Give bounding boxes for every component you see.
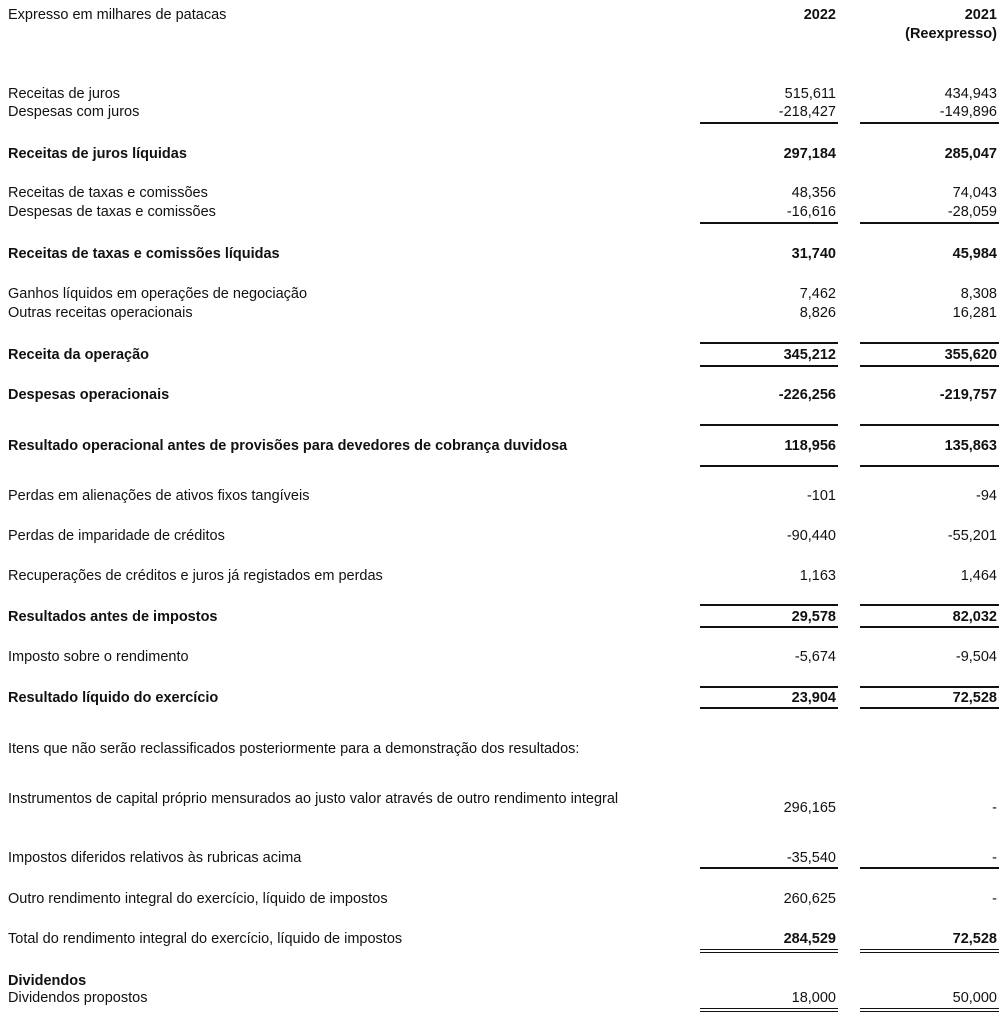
value-2022: -90,440	[786, 528, 836, 544]
section-note: Itens que não serão reclassificados posteriormente para a demonstração dos resultados:	[8, 741, 580, 757]
value-2021: -94	[976, 488, 997, 504]
double-underline	[700, 949, 838, 953]
total-rule-top	[700, 686, 838, 688]
value-2021: 16,281	[952, 305, 997, 321]
row-label: Receitas de taxas e comissões	[8, 185, 208, 201]
total-rule-top	[700, 342, 838, 344]
total-rule-bottom	[860, 626, 999, 628]
column-header-2021-note: (Reexpresso)	[905, 26, 997, 42]
row-label: Imposto sobre o rendimento	[8, 649, 189, 665]
value-2022: 345,212	[783, 347, 836, 363]
value-2021: -	[992, 850, 997, 866]
subtotal-rule	[860, 122, 999, 124]
value-2022: 23,904	[791, 690, 836, 706]
row-label: Resultado operacional antes de provisões para devedores de cobrança duvidosa	[8, 438, 568, 454]
value-2021: 135,863	[944, 438, 997, 454]
row-label: Receita da operação	[8, 347, 150, 363]
value-2022: -101	[806, 488, 836, 504]
double-underline	[700, 1008, 838, 1012]
value-2022: -218,427	[778, 104, 836, 120]
row-label: Recuperações de créditos e juros já registados em perdas	[8, 568, 383, 584]
total-rule-bottom	[700, 465, 838, 467]
value-2021: 72,528	[952, 931, 997, 947]
value-2022: 18,000	[791, 990, 836, 1006]
row-label: Receitas de taxas e comissões líquidas	[8, 246, 280, 262]
row-label: Despesas operacionais	[8, 387, 170, 403]
row-label: Outras receitas operacionais	[8, 305, 193, 321]
value-2021: -28,059	[947, 204, 997, 220]
total-rule-top	[860, 342, 999, 344]
value-2021: -55,201	[947, 528, 997, 544]
total-rule-bottom	[700, 365, 838, 367]
value-2022: 31,740	[791, 246, 836, 262]
value-2021: 82,032	[952, 609, 997, 625]
value-2021: -149,896	[939, 104, 997, 120]
section-heading: Dividendos	[8, 973, 87, 989]
total-rule-top	[700, 424, 838, 426]
value-2022: 260,625	[783, 891, 836, 907]
value-2021: 1,464	[960, 568, 997, 584]
value-2021: -	[992, 891, 997, 907]
row-label: Receitas de juros líquidas	[8, 146, 187, 162]
total-rule-top	[860, 424, 999, 426]
value-2022: 297,184	[783, 146, 836, 162]
row-label: Ganhos líquidos em operações de negociação	[8, 286, 308, 302]
subtotal-rule	[700, 867, 838, 869]
value-2022: -35,540	[786, 850, 836, 866]
row-label: Instrumentos de capital próprio mensurados ao justo valor através de outro rendimento integral	[8, 791, 619, 807]
total-rule-bottom	[860, 365, 999, 367]
total-rule-bottom	[860, 465, 999, 467]
double-underline	[860, 1008, 999, 1012]
value-2022: 7,462	[799, 286, 836, 302]
units-label: Expresso em milhares de patacas	[8, 7, 227, 23]
value-2022: 284,529	[783, 931, 836, 947]
value-2022: 48,356	[791, 185, 836, 201]
double-underline	[860, 949, 999, 953]
value-2021: -9,504	[955, 649, 997, 665]
total-rule-top	[860, 604, 999, 606]
value-2022: -16,616	[786, 204, 836, 220]
row-label: Despesas com juros	[8, 104, 140, 120]
value-2022: 8,826	[799, 305, 836, 321]
value-2022: 515,611	[784, 86, 836, 102]
value-2021: 285,047	[944, 146, 997, 162]
row-label: Total do rendimento integral do exercício, líquido de impostos	[8, 931, 403, 947]
value-2022: -5,674	[794, 649, 836, 665]
value-2022: 118,956	[784, 438, 836, 454]
row-label: Receitas de juros	[8, 86, 121, 102]
row-label: Dividendos propostos	[8, 990, 148, 1006]
value-2022: 1,163	[799, 568, 836, 584]
value-2021: 72,528	[952, 690, 997, 706]
row-label: Despesas de taxas e comissões	[8, 204, 216, 220]
value-2021: -	[992, 800, 997, 816]
total-rule-bottom	[700, 707, 838, 709]
subtotal-rule	[700, 122, 838, 124]
value-2022: 296,165	[783, 800, 836, 816]
subtotal-rule	[860, 867, 999, 869]
value-2022: 29,578	[791, 609, 836, 625]
row-label: Outro rendimento integral do exercício, líquido de impostos	[8, 891, 388, 907]
value-2021: 45,984	[952, 246, 997, 262]
value-2022: -226,256	[778, 387, 836, 403]
subtotal-rule	[860, 222, 999, 224]
total-rule-top	[700, 604, 838, 606]
total-rule-bottom	[700, 626, 838, 628]
row-label: Resultados antes de impostos	[8, 609, 218, 625]
column-header-2022: 2022	[803, 7, 836, 23]
value-2021: 74,043	[952, 185, 997, 201]
total-rule-bottom	[860, 707, 999, 709]
subtotal-rule	[700, 222, 838, 224]
value-2021: -219,757	[939, 387, 997, 403]
total-rule-top	[860, 686, 999, 688]
column-header-2021: 2021	[964, 7, 997, 23]
row-label: Perdas em alienações de ativos fixos tangíveis	[8, 488, 310, 504]
row-label: Resultado líquido do exercício	[8, 690, 219, 706]
row-label: Impostos diferidos relativos às rubricas acima	[8, 850, 302, 866]
value-2021: 434,943	[944, 86, 997, 102]
value-2021: 50,000	[952, 990, 997, 1006]
value-2021: 8,308	[960, 286, 997, 302]
value-2021: 355,620	[944, 347, 997, 363]
row-label: Perdas de imparidade de créditos	[8, 528, 225, 544]
